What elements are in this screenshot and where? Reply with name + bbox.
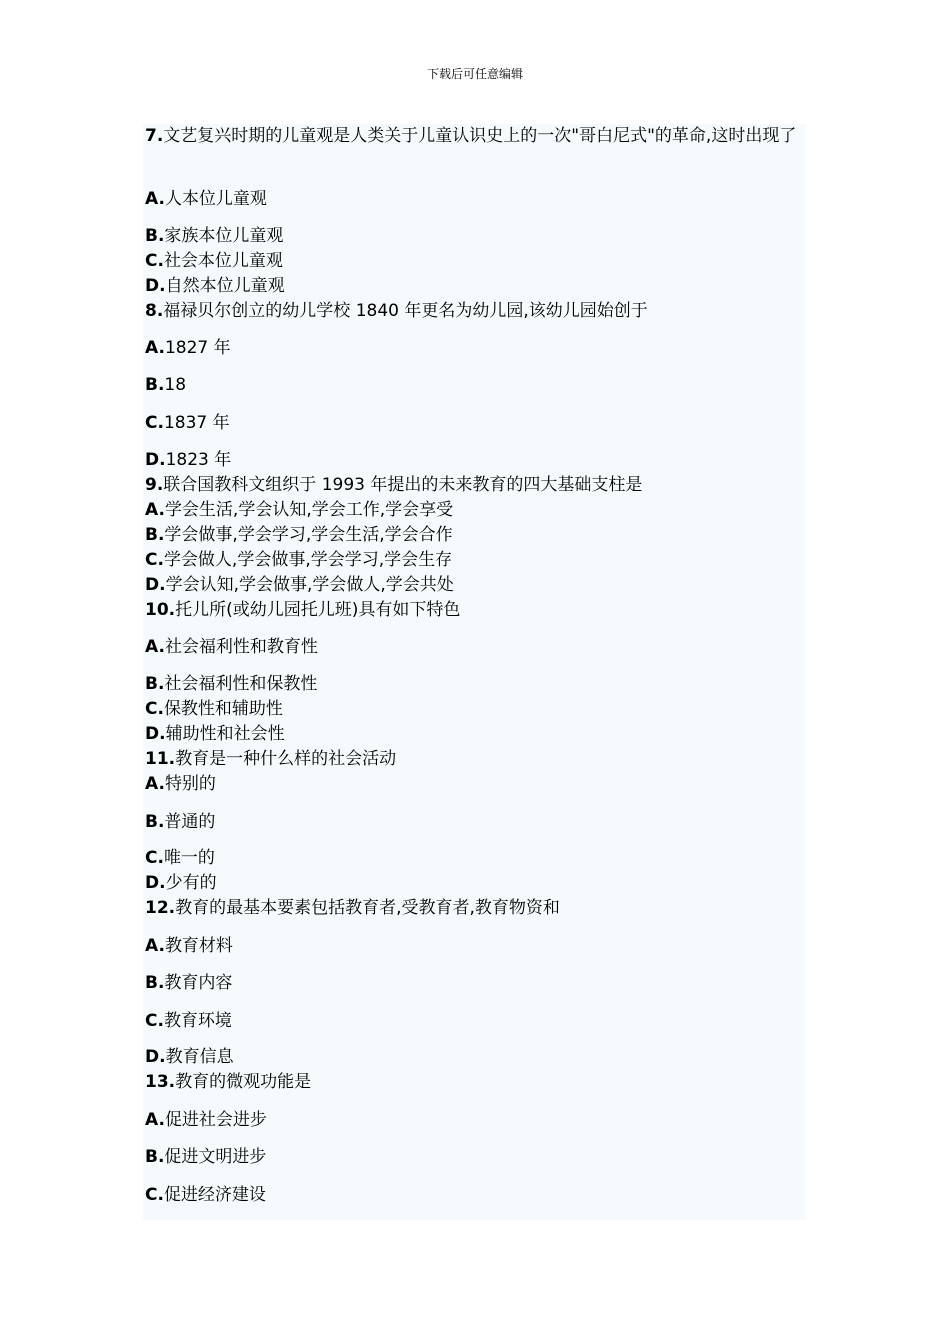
question-number: 13. xyxy=(145,1072,176,1092)
option-10-d: D.辅助性和社会性 xyxy=(145,724,285,744)
question-text: 福禄贝尔创立的幼儿学校 1840 年更名为幼儿园,该幼儿园始创于 xyxy=(163,301,648,321)
question-13 xyxy=(145,1070,311,1095)
option-9-a: A.学会生活,学会认知,学会工作,学会享受 xyxy=(145,500,454,520)
option-10-a: A.社会福利性和教育性 xyxy=(145,637,318,657)
question-number: 8. xyxy=(145,301,164,321)
question-text: 教育的微观功能是 xyxy=(175,1072,312,1092)
question-list xyxy=(143,124,805,1220)
question-text: 教育的最基本要素包括教育者,受教育者,教育物资和 xyxy=(175,898,560,918)
question-number: 7. xyxy=(145,126,164,146)
option-8-c: C.1837 年 xyxy=(145,413,230,433)
option-7-d: D.自然本位儿童观 xyxy=(145,276,285,296)
option-13-b: B.促进文明进步 xyxy=(145,1147,267,1167)
option-11-c: C.唯一的 xyxy=(145,848,215,868)
option-12-d: D.教育信息 xyxy=(145,1047,234,1067)
question-8 xyxy=(145,299,648,324)
option-12-a: A.教育材料 xyxy=(145,936,233,956)
option-9-c: C.学会做人,学会做事,学会学习,学会生存 xyxy=(145,550,453,570)
question-9 xyxy=(145,473,642,498)
question-text: 联合国教科文组织于 1993 年提出的未来教育的四大基础支柱是 xyxy=(163,475,643,495)
option-9-d: D.学会认知,学会做事,学会做人,学会共处 xyxy=(145,575,454,595)
question-12 xyxy=(145,896,560,921)
option-7-c: C.社会本位儿童观 xyxy=(145,251,283,271)
question-11 xyxy=(145,747,396,772)
option-11-d: D.少有的 xyxy=(145,873,217,893)
option-9-b: B.学会做事,学会学习,学会生活,学会合作 xyxy=(145,525,453,545)
question-text: 托儿所(或幼儿园托儿班)具有如下特色 xyxy=(175,600,461,620)
option-7-b: B.家族本位儿童观 xyxy=(145,226,284,246)
question-number: 10. xyxy=(145,600,176,620)
question-text: 文艺复兴时期的儿童观是人类关于儿童认识史上的一次"哥白尼式"的革命,这时出现了 xyxy=(163,126,797,146)
question-number: 12. xyxy=(145,898,176,918)
option-8-a: A.1827 年 xyxy=(145,338,231,358)
page-header: 下载后可任意编辑 xyxy=(426,67,523,81)
option-12-b: B.教育内容 xyxy=(145,973,233,993)
option-8-b: B.18 xyxy=(145,375,187,395)
option-8-d: D.1823 年 xyxy=(145,450,232,470)
question-7 xyxy=(145,124,809,149)
option-7-a: A.人本位儿童观 xyxy=(145,189,267,209)
option-13-c: C.促进经济建设 xyxy=(145,1185,266,1205)
question-number: 11. xyxy=(145,749,176,769)
question-10 xyxy=(145,598,460,623)
option-11-a: A.特别的 xyxy=(145,774,216,794)
option-13-a: A.促进社会进步 xyxy=(145,1110,267,1130)
question-text: 教育是一种什么样的社会活动 xyxy=(175,749,397,769)
option-10-c: C.保教性和辅助性 xyxy=(145,699,283,719)
option-12-c: C.教育环境 xyxy=(145,1011,232,1031)
option-10-b: B.社会福利性和保教性 xyxy=(145,674,318,694)
question-number: 9. xyxy=(145,475,164,495)
option-11-b: B.普通的 xyxy=(145,812,216,832)
